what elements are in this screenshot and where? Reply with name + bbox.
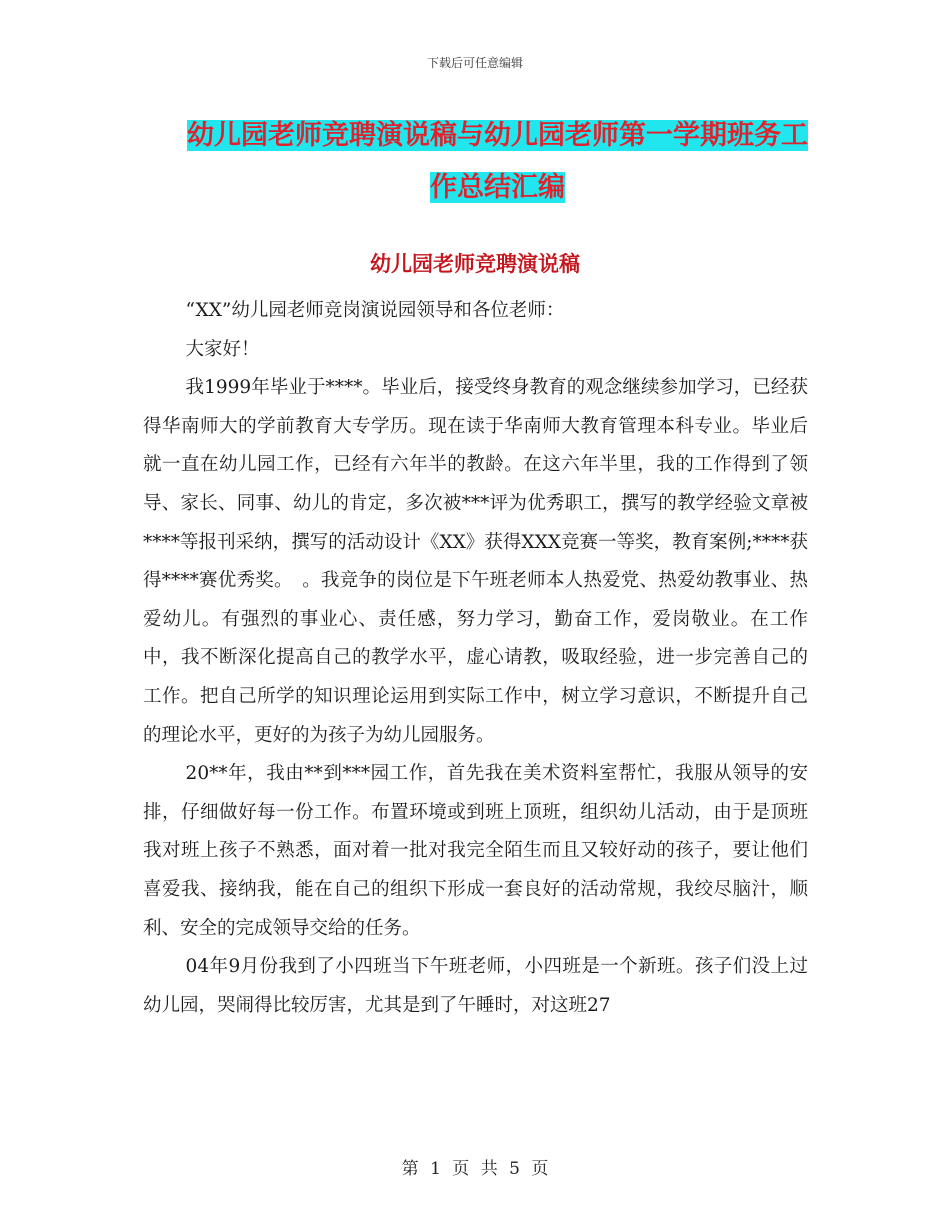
document-title [180,110,815,214]
document-title-line-2: 作总结汇编 [430,172,565,203]
section-title: 幼儿园老师竞聘演说稿 [370,252,580,276]
body-paragraph: 20**年，我由**到***园工作，首先我在美术资料室帮忙，我服从领导的安排，仔细做好每一份工作。布置环境或到班上顶班，组织幼儿活动，由于是顶班我对班上孩子不熟悉，面对着一批对我完全陌生而且又较好动的孩子，要让他们喜爱我、接纳我，能在自己的组织下形成一套良好的活动常规，我绞尽脑汁，顺利、安全的完成领导交给的任务。 [143,763,808,939]
salutation-paragraph: “XX”幼儿园老师竞岗演说园领导和各位老师： [185,300,565,321]
document-title-line-1: 幼儿园老师竞聘演说稿与幼儿园老师第一学期班务工 [187,120,808,151]
body-paragraph: 我1999年毕业于****。毕业后，接受终身教育的观念继续参加学习，已经获得华南师大的学前教育大专学历。现在读于华南师大教育管理本科专业。毕业后就一直在幼儿园工作，已经有六年半的教龄。在这六年半里，我的工作得到了领导、家长、同事、幼儿的肯定，多次被***评为优秀职工，撰写的教学经验文章被****等报刊采纳，撰写的活动设计《XX》获得XXX竞赛一等奖，教育案例;****获得****赛优秀奖。 。我竞争的岗位是下午班老师本人热爱党、热爱幼教事业、热爱幼儿。有强烈的事业心、责任感，努力学习，勤奋工作，爱岗敬业。在工作中，我不断深化提高自己的教学水平，虚心请教，吸取经验，进一步完善自己的工作。把自己所学的知识理论运用到实际工作中，树立学习意识，不断提升自己的理论水平，更好的为孩子为幼儿园服务。 [143,377,808,746]
greeting-paragraph: 大家好！ [185,338,260,360]
body-paragraph: 04年9月份我到了小四班当下午班老师，小四班是一个新班。孩子们没上过幼儿园，哭闹得比较厉害，尤其是到了午睡时，对这班27 [143,956,808,1016]
page-header-note: 下载后可任意编辑 [426,56,523,70]
document-body [143,292,808,1025]
page-number-footer: 第 1 页 共 5 页 [401,1159,549,1179]
